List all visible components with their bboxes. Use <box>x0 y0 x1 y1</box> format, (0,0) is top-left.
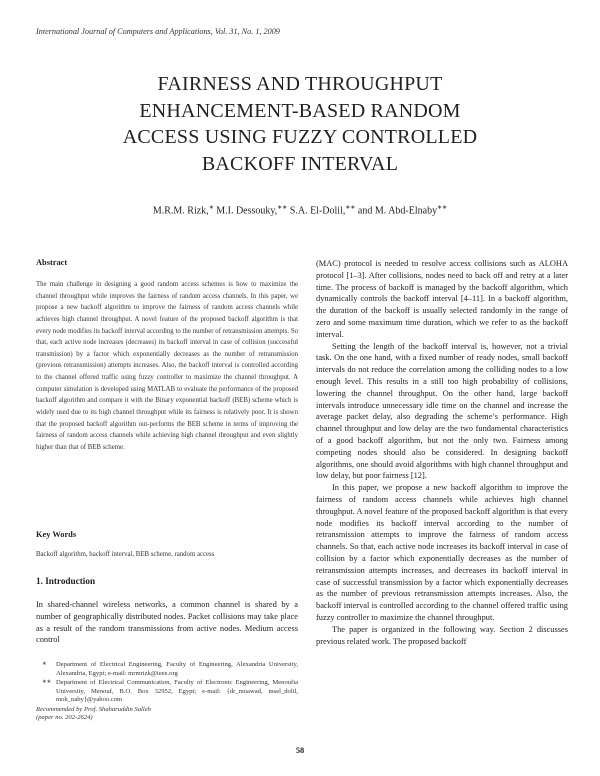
abstract-heading: Abstract <box>36 258 68 267</box>
page-number: 58 <box>295 746 305 755</box>
title-line: ENHANCEMENT-BASED RANDOM <box>139 99 461 122</box>
body-paragraph: The paper is organized in the following way. Section 2 discusses previous related work. The proposed backoff <box>316 624 568 646</box>
footnote-mark: ∗ <box>42 661 47 667</box>
title-line: FAIRNESS AND THROUGHPUT <box>157 73 443 95</box>
right-column <box>316 258 568 647</box>
author-name: S.A. El-Dolil, <box>287 205 346 217</box>
footnote-text: Department of Electrical Engineering, Faculty of Engineering, Alexandria University, Alexandria, Egypt; e-mail: mrmrizk@ieee.org <box>56 661 298 677</box>
body-paragraph: Setting the length of the backoff interval is, however, not a trivial task. On the one hand, with a fixed number of ready nodes, small backoff intervals do not reduce the correlation among the colliding nodes to a low enough level. This results in a still too high probability of collisions, lowering the channel throughput. On the other hand, large backoff intervals introduce unnecessary idle time on the channel and increase the average packet delay, also degrading the scheme’s performance. High channel throughput and low delay are the two fundamental characteristics of a good backoff algorithm, but not the only two. Fairness among competing nodes should also be considered. In designing backoff algorithms, one should avoid algorithms with high channel throughput and low delay, but poor fairness [12]. <box>316 341 568 481</box>
paper-number: (paper no. 202-2624) <box>36 714 93 721</box>
journal-header: International Journal of Computers and Applications, Vol. 31, No. 1, 2009 <box>36 27 280 36</box>
author-affiliation-mark: ∗∗ <box>437 205 448 211</box>
title-line: ACCESS USING FUZZY CONTROLLED <box>122 126 478 148</box>
recommended-by: Recommended by Prof. Shaharuddin Salleh <box>36 705 151 713</box>
introduction-text: In shared-channel wireless networks, a common channel is shared by a number of geographically distributed nodes. Packet collisions may take place as a result of the random transmissions from active nodes. Medium access control <box>36 600 298 645</box>
author-affiliation-mark: ∗ <box>208 205 214 211</box>
keywords-text: Backoff algorithm, backoff interval, BEB scheme, random access <box>36 551 215 558</box>
author-name: and M. Abd-Elnaby <box>355 205 438 217</box>
author-affiliation-mark: ∗∗ <box>345 205 356 211</box>
footnote <box>36 661 298 678</box>
footnote-text: Department of Electrical Communication, Faculty of Electronic Engineering, Menoufia University, Menouf, B.O. Box 32952, Egypt; e-mail: {dr_moawad, msel_dolil, moh_naby}@yahoo.com <box>56 679 298 703</box>
title-line: BACKOFF INTERVAL <box>201 152 399 175</box>
footnotes <box>36 661 298 723</box>
footnote <box>36 679 298 705</box>
paper-title <box>60 71 540 177</box>
keywords-heading: Key Words <box>36 530 77 539</box>
author-affiliation-mark: ∗∗ <box>277 205 288 211</box>
introduction-heading: 1. Introduction <box>36 576 96 586</box>
footnote-mark: ∗∗ <box>42 679 52 685</box>
author-list <box>40 204 560 216</box>
body-paragraph: In this paper, we propose a new backoff algorithm to improve the fairness of random access channels while achieves high channel throughput. A novel feature of the proposed backoff algorithm is that every node modifies its backoff interval according to the number of retransmission attempts to improve the fairness of random access channels. So that, each active node increases its backoff interval in case of collision by a factor which exponentially decreases as the number of retransmission attempts increases, and decreases its backoff interval in case of successful transmission by a factor which exponentially decreases as the number of previous retransmission attempts increases. Also, the backoff interval is controlled according to the channel offered traffic using fuzzy controller to maximize the channel throughput. <box>316 483 568 622</box>
body-paragraph: (MAC) protocol is needed to resolve access collisions such as ALOHA protocol [1–3]. After collisions, nodes need to back off and retry at a later time. The process of backoff is managed by the backoff algorithm, which dynamically controls the backoff interval [4–11]. In a backoff algorithm, the duration of the backoff is usually selected randomly in the range of zero and some maximum time duration, which we refer to as the backoff interval. <box>316 259 568 339</box>
author-name: M.R.M. Rizk, <box>152 205 209 217</box>
abstract-text: The main challenge in designing a good random access schemes is how to maximize the channel throughput while improves the fairness of random access channels. In this paper, we propose a new backoff algorithm to improve the fairness of random access channels while achieves high channel throughput. A novel feature of the proposed backoff algorithm is that every node modifies its backoff interval according to the number of retransmission attempts. So that, each active node increases (decreases) its backoff interval in case of collision (successful transmission) by a factor which exponentially decreases as the number of retransmission (previous retransmission) attempts increases. Also, the backoff interval is controlled according to the channel offered traffic using fuzzy controller to maximize the channel throughput. A computer simulation is developed using MATLAB to evaluate the performance of the proposed backoff algorithm and compare it with the Binary exponential backoff (BEB) scheme which is widely used due to its high channel throughput while its fairness is relatively poor. It is shown that the proposed backoff algorithm out-performs the BEB scheme in terms of improving the fairness of random access channels while achieving high channel throughput and even slightly higher than that of BEB scheme. <box>36 281 298 451</box>
left-column <box>36 258 298 721</box>
author-name: M.I. Dessouky, <box>213 205 278 217</box>
